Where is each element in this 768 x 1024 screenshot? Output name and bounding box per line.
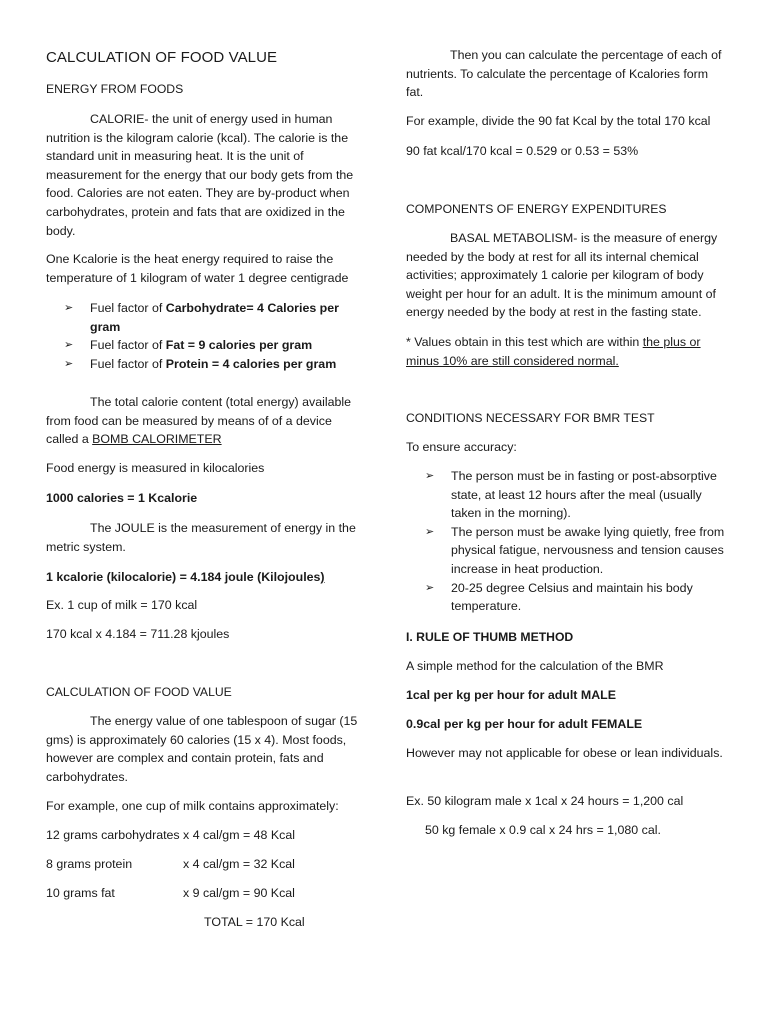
joule-paragraph: The JOULE is the measurement of energy in the metric system. [46, 521, 356, 554]
fuel-prefix: Fuel factor of [90, 338, 166, 353]
list-item [425, 579, 728, 616]
list-item [425, 467, 728, 523]
milk-example: Ex. 1 cup of milk = 170 kcal [46, 598, 198, 612]
condition-text: The person must be awake lying quietly, free from physical fatigue, nervousness and tension causes increase in heat production. [451, 524, 725, 576]
bomb-text: The total calorie content (total energy) available from food can be measured by means of of a device called a [46, 395, 352, 447]
male-example: Ex. 50 kilogram male x 1cal x 24 hours = 1,200 cal [406, 794, 684, 808]
milk-components-intro: For example, one cup of milk contains approximately: [46, 799, 339, 813]
bomb-calorimeter-term: BOMB CALORIMETER [92, 432, 222, 447]
row-item: 10 grams fat [46, 886, 115, 900]
ensure-accuracy: To ensure accuracy: [406, 440, 517, 454]
values-note-underlined: the plus or minus 10% are still considered normal. [406, 335, 701, 368]
fuel-value: Protein = 4 calories per gram [165, 356, 337, 371]
kcal-joule-line [46, 568, 366, 587]
list-item [64, 336, 366, 355]
arrowhead-bullet-icon: ➢ [425, 581, 435, 594]
kcal-joule-text: 1 kcalorie (kilocalorie) = 4.184 joule (Kilojoules [46, 570, 321, 584]
page-title: CALCULATION OF FOOD VALUE [46, 49, 278, 66]
bomb-calorimeter-paragraph [46, 393, 366, 449]
fuel-factor-list [64, 299, 366, 373]
values-note-text: * Values obtain in this test which are within [406, 335, 643, 349]
arrowhead-bullet-icon: ➢ [64, 339, 74, 352]
row-item: 8 grams protein [46, 857, 133, 871]
kcal-joule-end: ) [320, 570, 325, 584]
table-row [46, 826, 366, 845]
condition-text: 20-25 degree Celsius and maintain his body temperature. [451, 580, 693, 614]
table-row [46, 855, 366, 874]
row-calc: x 4 cal/gm = 32 Kcal [183, 857, 295, 871]
conditions-heading: CONDITIONS NECESSARY FOR BMR TEST [406, 411, 655, 425]
arrowhead-bullet-icon: ➢ [64, 357, 74, 370]
table-row [46, 884, 366, 903]
rule-of-thumb-heading: I. RULE OF THUMB METHOD [406, 630, 574, 644]
milk-kjoules: 170 kcal x 4.184 = 711.28 kjoules [46, 627, 230, 641]
values-note [406, 333, 728, 370]
kcal-definition: One Kcalorie is the heat energy required to raise the temperature of 1 kilogram of water 1 degree centigrade [46, 252, 349, 285]
list-item [64, 355, 366, 374]
percentage-paragraph: Then you can calculate the percentage of each of nutrients. To calculate the percentage of Kcalories form fat. [406, 48, 722, 100]
calculation-heading: CALCULATION OF FOOD VALUE [46, 685, 232, 699]
arrowhead-bullet-icon: ➢ [425, 525, 435, 538]
arrowhead-bullet-icon: ➢ [425, 470, 435, 482]
list-item [425, 523, 728, 579]
basal-metabolism-paragraph: BASAL METABOLISM- is the measure of energy needed by the body at rest for all its internal chemical activities; approximately 1 calorie per kilogram of body weight per hour for an adult. It is the minimum amount of energy needed by the body at rest in the fasting state. [406, 231, 718, 320]
however-note: However may not applicable for obese or lean individuals. [406, 746, 723, 760]
male-rate: 1cal per kg per hour for adult MALE [406, 688, 616, 702]
fat-example: For example, divide the 90 fat Kcal by the total 170 kcal [406, 114, 711, 128]
row-calc: x 9 cal/gm = 90 Kcal [183, 886, 295, 900]
conditions-list [425, 467, 728, 616]
female-rate: 0.9cal per kg per hour for adult FEMALE [406, 717, 643, 731]
fuel-value: Carbohydrate= 4 Calories per gram [90, 301, 339, 334]
arrowhead-bullet-icon: ➢ [64, 302, 74, 314]
calorie-paragraph: CALORIE- the unit of energy used in human nutrition is the kilogram calorie (kcal). The calorie is the standard unit in measuring heat. It is the unit of measurement for the energy that our body gets from the food. Calories are not eaten. They are by-product when carbohydrates, protein and fats that are oxidized in the body. [46, 112, 354, 238]
row-item: 12 grams carbohydrates x 4 cal/gm = 48 Kcal [46, 828, 295, 842]
fuel-value: Fat = 9 calories per gram [165, 338, 313, 353]
energy-heading: ENERGY FROM FOODS [46, 82, 184, 96]
total-line: TOTAL = 170 Kcal [204, 915, 305, 929]
female-example: 50 kg female x 0.9 cal x 24 hrs = 1,080 cal. [425, 823, 661, 837]
fuel-prefix: Fuel factor of [90, 356, 166, 371]
simple-method-line: A simple method for the calculation of the BMR [406, 659, 664, 673]
list-item [64, 299, 366, 336]
fuel-prefix: Fuel factor of [90, 301, 166, 315]
sugar-paragraph: The energy value of one tablespoon of sugar (15 gms) is approximately 60 calories (15 x 4). Most foods, however are complex and contain protein, fats and carbohydrates. [46, 714, 358, 784]
condition-text: The person must be in fasting or post-absorptive state, at least 12 hours after the meal (usually taken in the morning). [451, 469, 717, 521]
fat-result: 90 fat kcal/170 kcal = 0.529 or 0.53 = 53% [406, 144, 639, 158]
food-energy-line: Food energy is measured in kilocalories [46, 461, 265, 475]
thousand-calories-line: 1000 calories = 1 Kcalorie [46, 491, 198, 505]
components-heading: COMPONENTS OF ENERGY EXPENDITURES [406, 202, 667, 216]
